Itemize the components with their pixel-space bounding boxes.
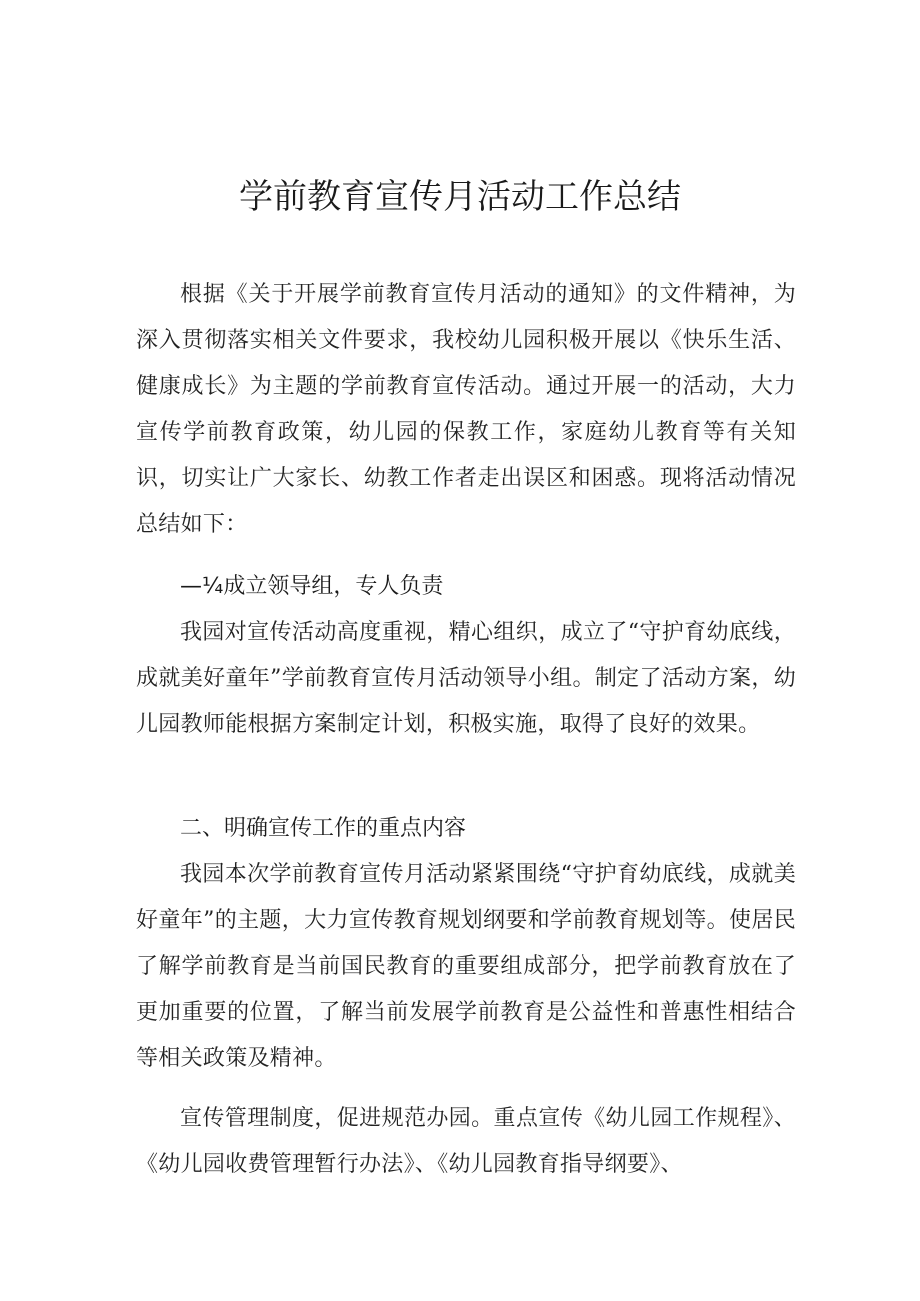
document-title: 学前教育宣传月活动工作总结 xyxy=(239,177,681,217)
intro-paragraph: 根据《关于开展学前教育宣传月活动的通知》的文件精神，为深入贯彻落实相关文件要求，我校幼儿园积极开展以《快乐生活、健康成长》为主题的学前教育宣传活动。通过开展一的活动，大力宣传学前教育政策，幼儿园的保教工作，家庭幼儿教育等有关知识，切实让广大家长、幼教工作者走出误区和困惑。现将活动情况总结如下： xyxy=(136,282,796,537)
section-1-paragraph: 我园对宣传活动高度重视，精心组织，成立了“守护育幼底线，成就美好童年”学前教育宣传月活动领导小组。制定了活动方案，幼儿园教师能根据方案制定计划，积极实施，取得了良好的效果。 xyxy=(136,620,796,737)
section-2-heading: 二、明确宣传工作的重点内容 xyxy=(180,816,467,841)
section-1-heading: —¼成立领导组，专人负责 xyxy=(180,574,444,599)
section-2-paragraph-continued: 宣传管理制度，促进规范办园。重点宣传《幼儿园工作规程》、《幼儿园收费管理暂行办法》、《幼儿园教育指导纲要》、 xyxy=(136,1106,796,1177)
section-2-paragraph: 我园本次学前教育宣传月活动紧紧围绕“守护育幼底线，成就美好童年”的主题，大力宣传教育规划纲要和学前教育规划等。使居民了解学前教育是当前国民教育的重要组成部分，把学前教育放在了更加重要的位置，了解当前发展学前教育是公益性和普惠性相结合等相关政策及精神。 xyxy=(136,862,796,1071)
